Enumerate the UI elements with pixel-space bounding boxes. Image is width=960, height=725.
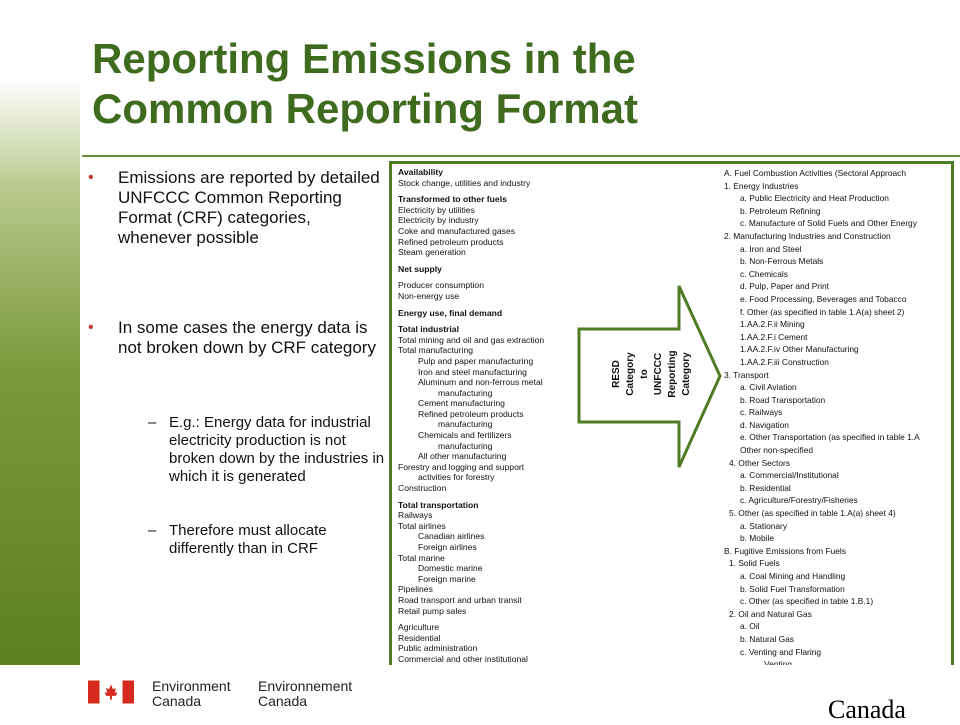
- resd-list-item: Cement manufacturing: [418, 398, 505, 409]
- resd-list-item: All other manufacturing: [418, 451, 507, 462]
- dept-en-line-2: Canada: [152, 693, 202, 709]
- resd-list-item: Availability: [398, 167, 444, 177]
- arrow-label: [607, 329, 707, 419]
- crf-list-item: a. Commercial/Institutional: [740, 470, 839, 481]
- resd-list-item: Foreign airlines: [418, 542, 477, 552]
- crf-category-list: [724, 167, 950, 696]
- crf-list-item: a. Stationary: [740, 520, 788, 531]
- crf-list-item: 1.AA.2.F.iv Other Manufacturing: [740, 344, 859, 355]
- crf-list-item: b. Residential: [740, 482, 791, 493]
- resd-list-item: Refined petroleum products: [398, 236, 504, 247]
- crf-list-item: 1.AA.2.F.iii Construction: [740, 356, 829, 367]
- crf-list-item: e. Other Transportation (as specified in table 1.A: [740, 432, 920, 443]
- arrow-label-line: Reporting: [667, 350, 678, 398]
- title-line-1: Reporting Emissions in the: [92, 35, 636, 82]
- resd-list-item: manufacturing: [438, 419, 493, 430]
- arrow-label-line: to: [639, 369, 650, 379]
- resd-list-item: Railways: [398, 510, 433, 521]
- crf-list-item: a. Oil: [740, 621, 760, 632]
- canada-flag-icon: [88, 680, 134, 704]
- crf-list-item: a. Coal Mining and Handling: [740, 571, 846, 581]
- resd-list-item: Iron and steel manufacturing: [418, 366, 527, 377]
- resd-list-item: Refined petroleum products: [418, 408, 524, 419]
- title-line-2: Common Reporting Format: [92, 85, 638, 132]
- resd-list-item: Domestic marine: [418, 563, 483, 574]
- sub-bullet-text: Therefore must allocate differently than in CRF: [169, 522, 327, 557]
- department-name-en: [152, 679, 231, 709]
- resd-list-item: Pulp and paper manufacturing: [418, 355, 534, 366]
- crf-list-item: 2. Oil and Natural Gas: [729, 608, 812, 619]
- crf-list-item: c. Agriculture/Forestry/Fisheries: [740, 495, 858, 506]
- footer: [0, 665, 960, 720]
- crf-list-item: 3. Transport: [724, 369, 769, 380]
- resd-list-item: activities for forestry: [418, 472, 495, 483]
- crf-list-item: d. Pulp, Paper and Print: [740, 281, 829, 292]
- crf-list-item: b. Mobile: [740, 533, 774, 544]
- resd-list-item: Commercial and other institutional: [398, 653, 528, 664]
- department-name-fr: [258, 679, 352, 709]
- crf-list-item: c. Railways: [740, 407, 783, 418]
- crf-list-item: b. Road Transportation: [740, 394, 826, 405]
- crf-list-item: b. Solid Fuel Transformation: [740, 583, 845, 594]
- crf-list-item: 1.AA.2.F.ii Mining: [740, 319, 805, 330]
- resd-list-item: Forestry and logging and support: [398, 461, 525, 472]
- crf-list-item: f. Other (as specified in table 1.A(a) sheet 2): [740, 306, 905, 317]
- resd-list-item: Total marine: [398, 552, 445, 563]
- slide-title: [92, 34, 932, 134]
- crf-list-item: 2. Manufacturing Industries and Construction: [724, 230, 891, 241]
- crf-list-item: e. Food Processing, Beverages and Tobacco: [740, 293, 907, 304]
- resd-list-item: Total mining and oil and gas extraction: [398, 334, 545, 345]
- crf-list-item: c. Manufacture of Solid Fuels and Other Energy: [740, 218, 917, 229]
- dept-fr-line-1: Environnement: [258, 678, 353, 694]
- resd-list-item: Aluminum and non-ferrous metal: [418, 377, 543, 388]
- resd-list-item: Steam generation: [398, 247, 466, 258]
- dash-icon: –: [148, 414, 157, 431]
- title-divider: [82, 155, 960, 157]
- arrow-label-line: RESD: [611, 360, 622, 388]
- resd-list-item: Foreign marine: [418, 573, 476, 584]
- crf-list-item: 5. Other (as specified in table 1.A(a) sheet 4): [729, 508, 896, 519]
- dept-en-line-1: Environment: [152, 678, 231, 694]
- mapping-figure: [389, 161, 954, 689]
- canada-wordmark: Canada: [828, 695, 906, 724]
- dept-fr-line-2: Canada: [258, 693, 308, 709]
- crf-list-item: 1. Solid Fuels: [729, 558, 780, 569]
- crf-list-item: d. Navigation: [740, 419, 789, 430]
- resd-list-item: Construction: [398, 483, 447, 494]
- crf-list-item: 1.AA.2.F.i Cement: [740, 331, 808, 342]
- resd-list-item: Non-energy use: [398, 290, 460, 301]
- crf-list-item: a. Iron and Steel: [740, 243, 802, 254]
- resd-list-item: Canadian airlines: [418, 531, 485, 542]
- resd-list-item: Road transport and urban transit: [398, 594, 522, 605]
- arrow-label-line: UNFCCC: [653, 352, 664, 396]
- resd-list-item: Residential: [398, 632, 441, 643]
- crf-list-item: a. Public Electricity and Heat Production: [740, 193, 889, 204]
- resd-list-item: Coke and manufactured gases: [398, 225, 516, 236]
- resd-list-item: Total transportation: [398, 499, 479, 510]
- crf-list-item: b. Non-Ferrous Metals: [740, 256, 824, 267]
- resd-list-item: Transformed to other fuels: [398, 194, 507, 205]
- crf-list-item: 1. Energy Industries: [724, 180, 799, 191]
- crf-list-item: B. Fugitive Emissions from Fuels: [724, 545, 846, 556]
- resd-list-item: Retail pump sales: [398, 605, 467, 616]
- crf-list-item: b. Petroleum Refining: [740, 205, 821, 216]
- arrow-label-line: Category: [625, 352, 636, 396]
- resd-list-item: Chemicals and fertilizers: [418, 430, 512, 441]
- crf-list-item: c. Chemicals: [740, 268, 788, 279]
- resd-list-item: manufacturing: [438, 440, 493, 451]
- green-sidebar-decoration: [0, 0, 80, 665]
- resd-list-item: manufacturing: [438, 387, 493, 398]
- resd-list-item: Producer consumption: [398, 280, 484, 291]
- resd-list-item: Stock change, utilities and industry: [398, 177, 531, 188]
- resd-list-item: Electricity by industry: [398, 215, 479, 226]
- crf-list-item: Other non-specified: [740, 445, 814, 456]
- resd-list-item: Total airlines: [398, 520, 446, 531]
- crf-list-item: b. Natural Gas: [740, 633, 794, 644]
- resd-list-item: Public administration: [398, 643, 478, 654]
- resd-list-item: Electricity by utilities: [398, 204, 475, 215]
- crf-list-item: c. Other (as specified in table 1.B.1): [740, 596, 874, 607]
- crf-list-item: a. Civil Aviation: [740, 382, 797, 393]
- resd-category-list: [398, 167, 568, 665]
- resd-list-item: Total manufacturing: [398, 345, 473, 356]
- bullet-text: Emissions are reported by detailed UNFCCC Common Reporting Format (CRF) categories, whenever possible: [118, 168, 380, 247]
- bullet-text: In some cases the energy data is not broken down by CRF category: [118, 318, 376, 357]
- resd-list-item: Total industrial: [398, 324, 459, 335]
- sub-bullet-text: E.g.: Energy data for industrial electricity production is not broken down by the industries in which it is generated: [169, 414, 385, 485]
- bullet-dot-icon: •: [88, 319, 94, 336]
- crf-list-item: A. Fuel Combustion Activities (Sectoral Approach: [724, 168, 907, 178]
- bullet-dot-icon: •: [88, 169, 94, 186]
- dash-icon: –: [148, 522, 157, 539]
- resd-list-item: Energy use, final demand: [398, 307, 503, 318]
- crf-list-item: 4. Other Sectors: [729, 457, 790, 468]
- resd-list-item: Pipelines: [398, 584, 433, 595]
- crf-list-item: c. Venting and Flaring: [740, 646, 822, 657]
- arrow-label-line: Category: [681, 352, 692, 396]
- resd-list-item: Agriculture: [398, 622, 440, 633]
- resd-list-item: Net supply: [398, 263, 442, 274]
